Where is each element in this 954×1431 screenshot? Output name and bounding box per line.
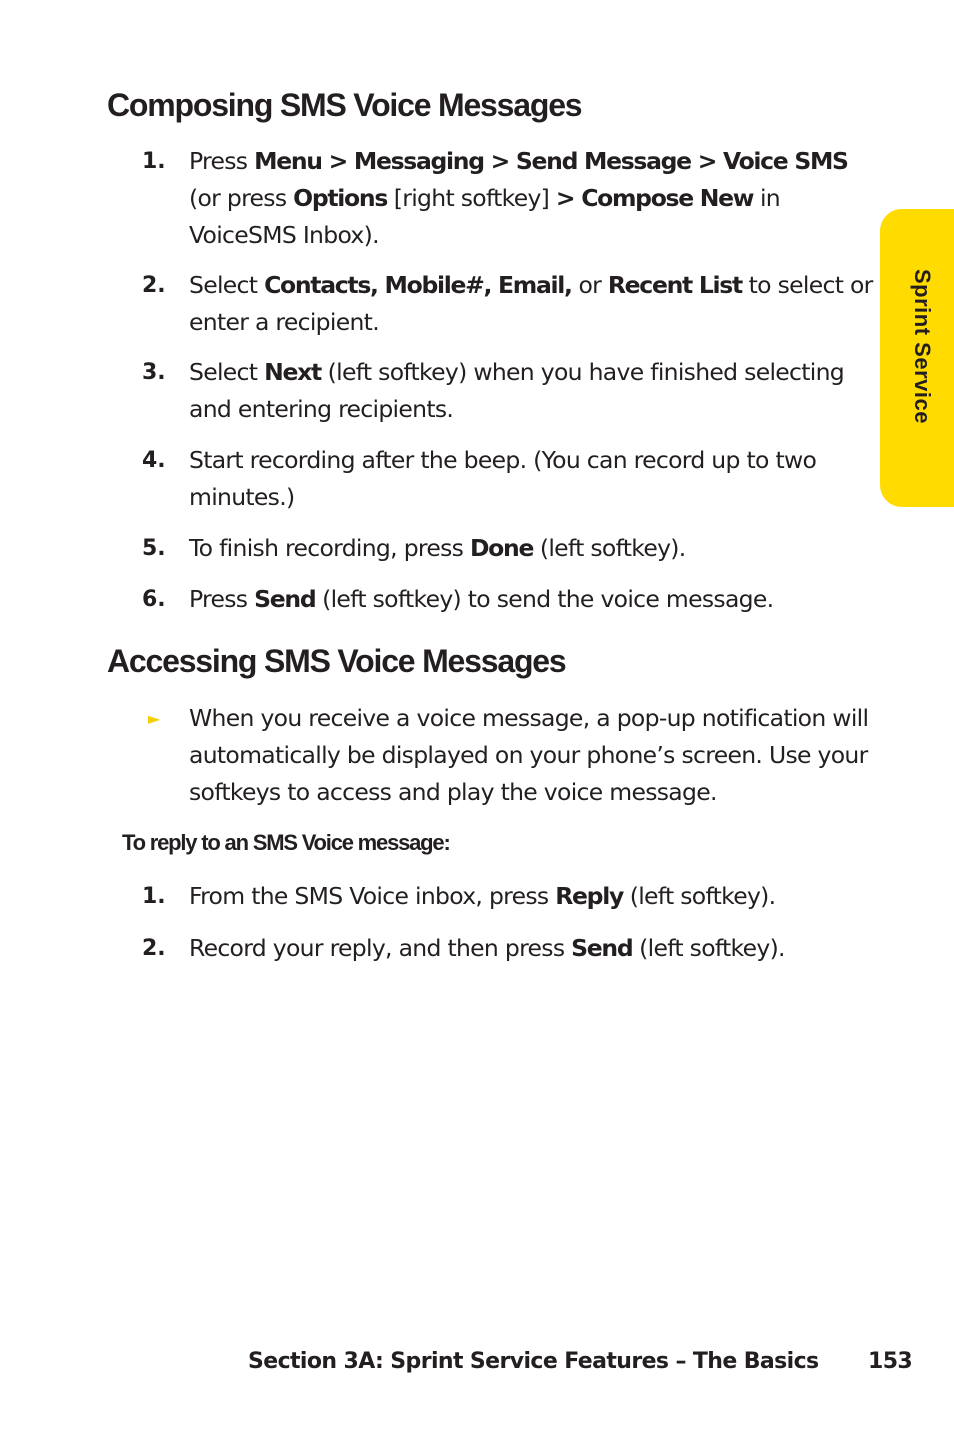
bold-term: Options	[293, 184, 388, 212]
step-text: Press Send (left softkey) to send the voice message.	[189, 585, 774, 613]
step-text: Select Next (left softkey) when you have finished selecting and entering recipients.	[189, 358, 845, 423]
step-text: Start recording after the beep. (You can record up to two minutes.)	[189, 446, 817, 511]
step-number: 4.	[142, 448, 166, 473]
bold-term: Send	[254, 585, 316, 613]
step-number: 2.	[142, 273, 166, 298]
composing-heading: Composing SMS Voice Messages	[107, 87, 582, 123]
bold-term: Recent List	[607, 271, 742, 299]
footer-section-title: Section 3A: Sprint Service Features – The Basics	[248, 1349, 819, 1374]
bold-term: Next	[264, 358, 321, 386]
step-text: To finish recording, press Done (left softkey).	[189, 534, 686, 562]
reply-subheading: To reply to an SMS Voice message:	[122, 830, 450, 855]
step-text: From the SMS Voice inbox, press Reply (left softkey).	[189, 882, 776, 910]
step-text: Press Menu > Messaging > Send Message > Voice SMS (or press Options [right softkey] > Compose New in VoiceSMS Inbox).	[189, 147, 848, 249]
side-tab-label: Sprint Service	[910, 269, 935, 424]
bold-term: Contacts, Mobile#, Email,	[264, 271, 572, 299]
page-number: 153	[868, 1349, 913, 1374]
bold-term: Menu > Messaging > Send Message > Voice SMS	[254, 147, 848, 175]
step-number: 5.	[142, 536, 166, 561]
step-number: 1.	[142, 149, 166, 174]
step-number: 2.	[142, 936, 166, 961]
accessing-heading: Accessing SMS Voice Messages	[107, 643, 566, 679]
bold-term: Done	[469, 534, 534, 562]
bullet-triangle-icon: ►	[148, 709, 161, 728]
step-text: Record your reply, and then press Send (left softkey).	[189, 934, 785, 962]
bold-term: Reply	[555, 882, 623, 910]
bullet-text: When you receive a voice message, a pop-up notification will automatically be displayed on your phone’s screen. Use your softkeys to access and play the voice message.	[189, 704, 869, 806]
step-number: 1.	[142, 884, 166, 909]
bold-term: Send	[571, 934, 633, 962]
step-number: 3.	[142, 360, 166, 385]
step-text: Select Contacts, Mobile#, Email, or Recent List to select or enter a recipient.	[189, 271, 873, 336]
step-number: 6.	[142, 587, 166, 612]
bold-term: > Compose New	[555, 184, 754, 212]
